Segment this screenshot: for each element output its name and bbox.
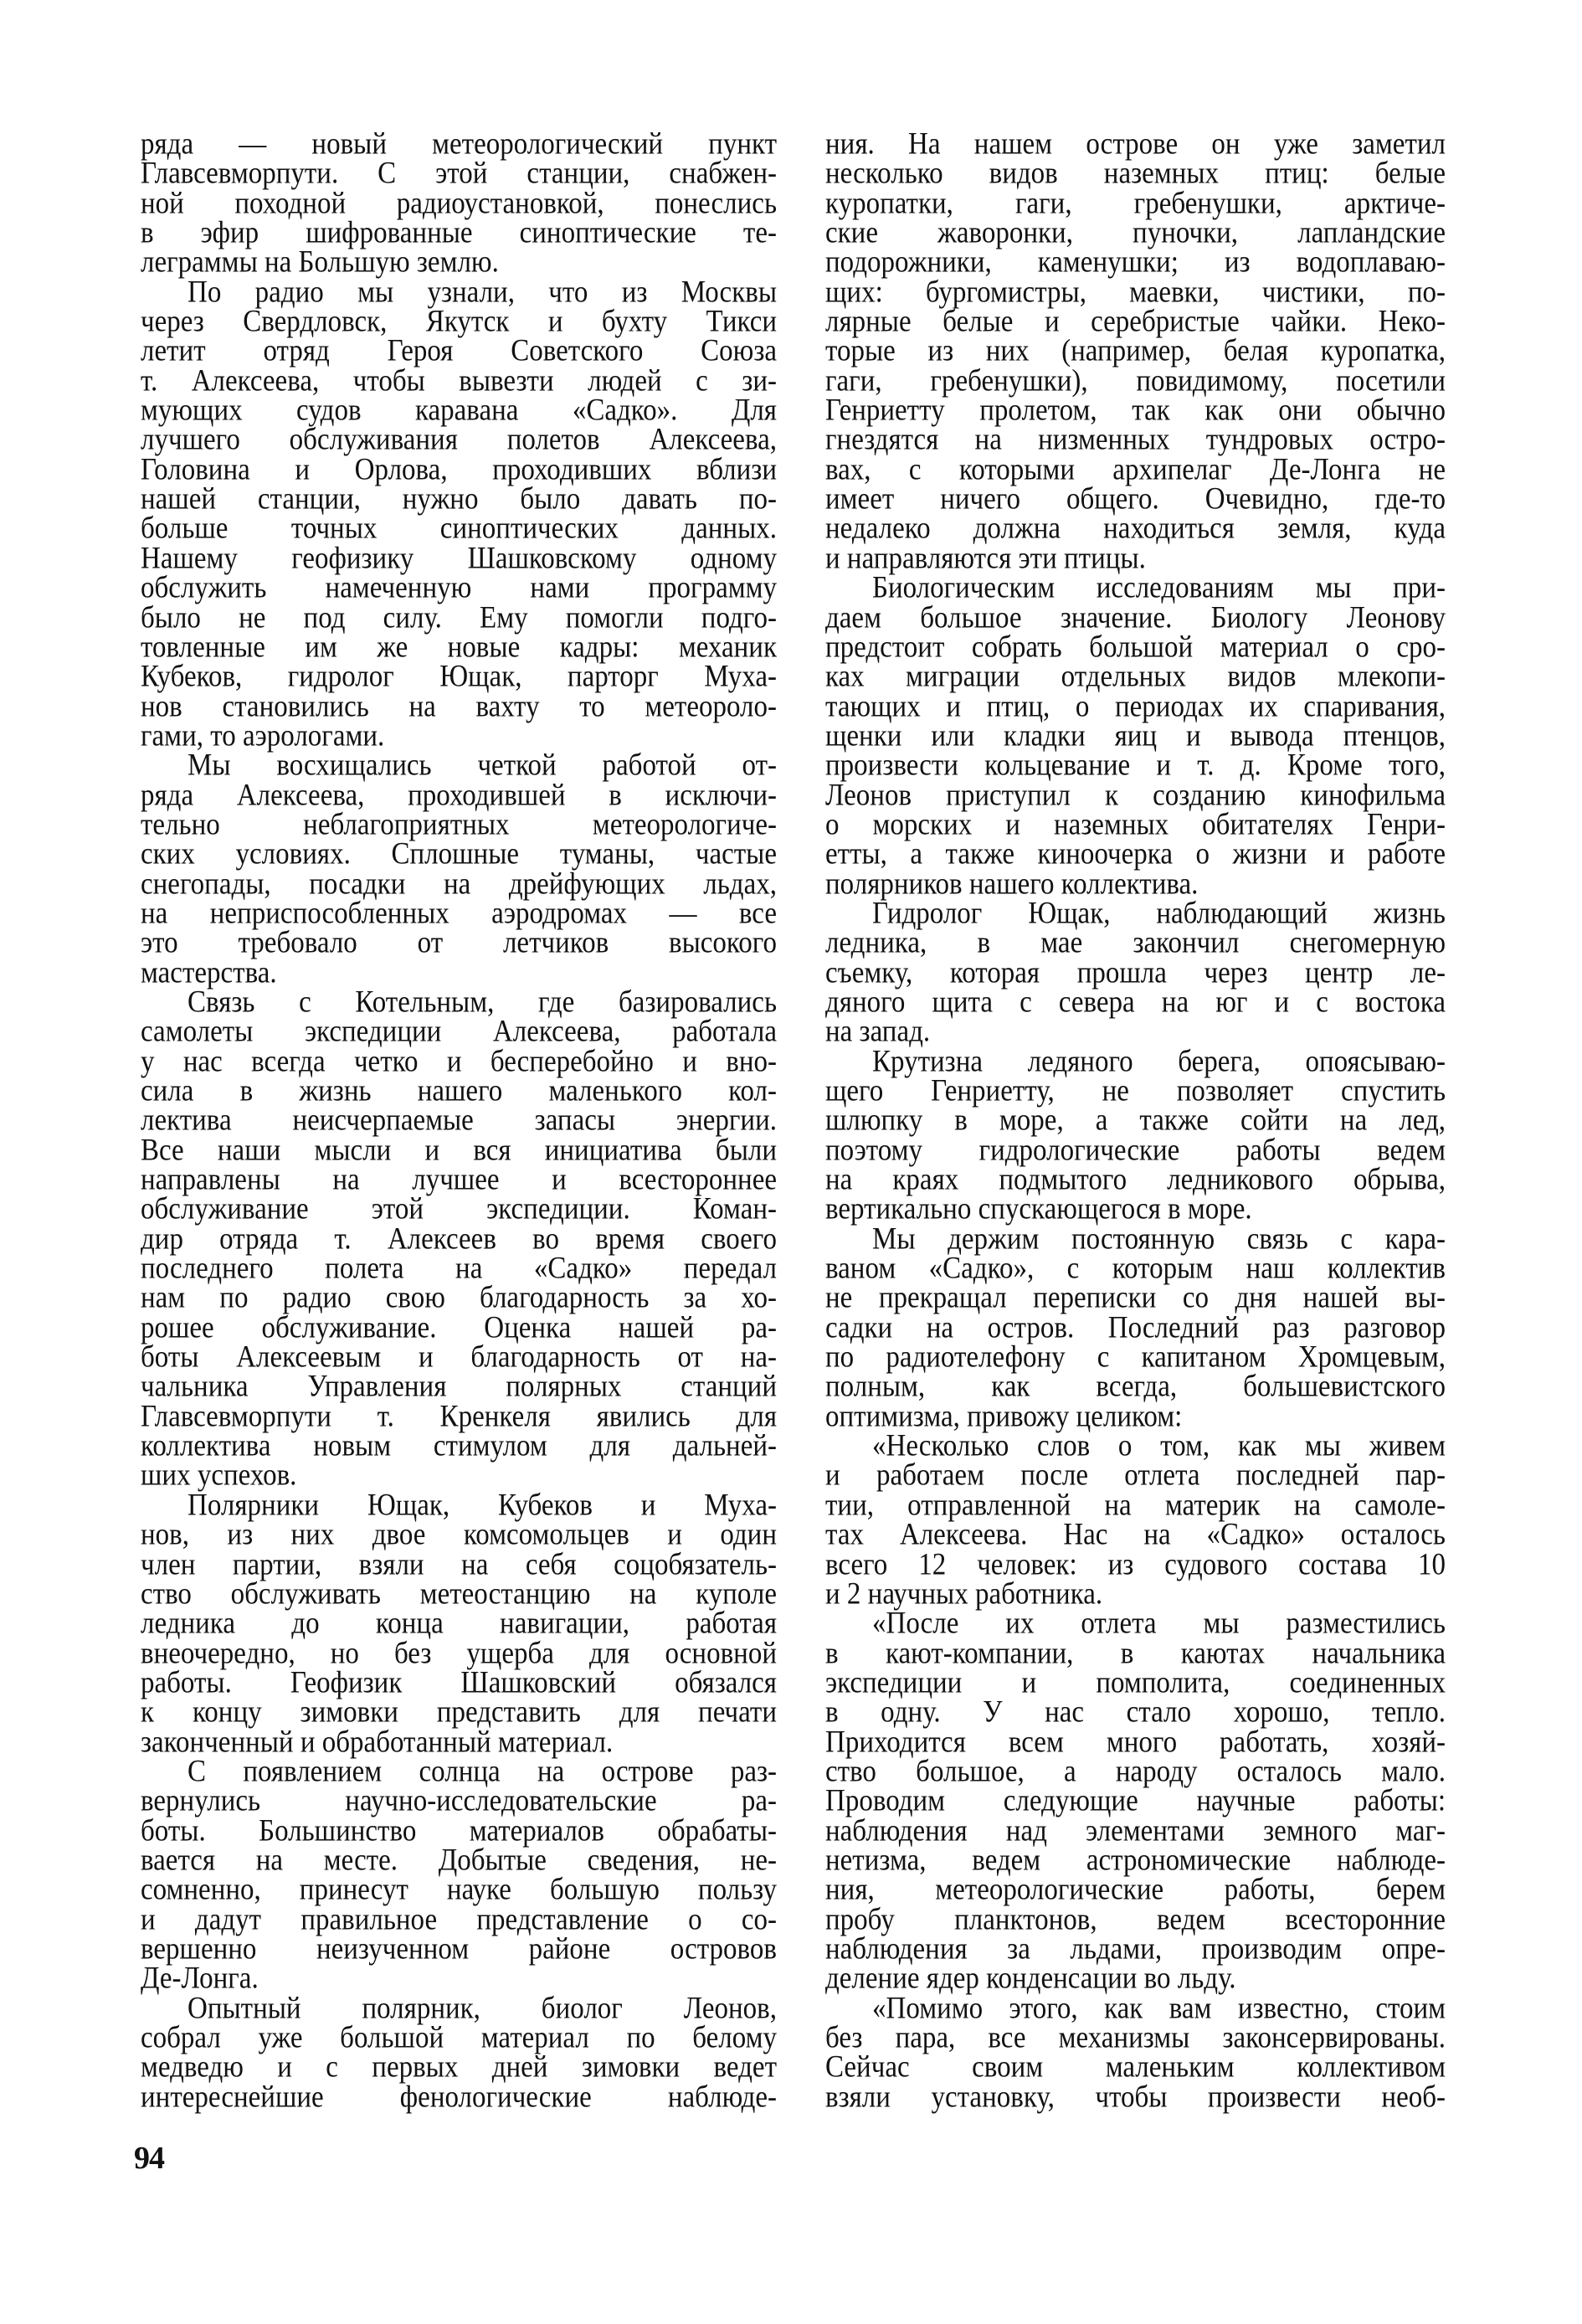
text-line: законченный и обработанный материал.	[141, 1725, 614, 1760]
text-line: Леонов приступил к созданию кинофильма	[825, 778, 1446, 813]
text-line: ках миграции отдельных видов млекопи-	[825, 660, 1446, 694]
text-line: нов становились на вахту то метеороло-	[141, 689, 777, 724]
text-line: «Несколько слов о том, как мы живем	[872, 1429, 1446, 1463]
text-line: интереснейшие фенологические наблюде-	[141, 2080, 777, 2115]
text-line: «Помимо этого, как вам известно, стоим	[872, 1991, 1446, 2026]
text-line: лектива неисчерпаемые запасы энергии.	[141, 1103, 777, 1138]
text-line: предстоит собрать большой материал о сро-	[825, 630, 1446, 665]
text-line: направлены на лучшее и всестороннее	[141, 1163, 777, 1197]
text-line: ния, метеорологические работы, берем	[825, 1873, 1446, 1907]
text-line: ния. На нашем острове он уже заметил	[825, 127, 1446, 162]
text-line: Все наши мысли и вся инициатива были	[141, 1134, 777, 1168]
text-line: самолеты экспедиции Алексеева, работала	[141, 1015, 777, 1049]
text-line: гаги, гребенушки), повидимому, посетили	[825, 364, 1446, 398]
text-line: имеет ничего общего. Очевидно, где-то	[825, 482, 1446, 517]
text-line: собрал уже большой материал по белому	[141, 2021, 777, 2055]
text-line: у нас всегда четко и бесперебойно и вно-	[141, 1044, 777, 1079]
text-line: щих: бургомистры, маевки, чистики, по-	[825, 275, 1446, 310]
paragraph	[141, 127, 777, 280]
text-line: на запад.	[825, 1015, 931, 1049]
paragraph	[141, 1488, 777, 1760]
text-column-left	[141, 127, 777, 2115]
paragraph	[825, 897, 1446, 1049]
paragraph	[825, 1044, 1446, 1227]
text-line: обслужить намеченную нами программу	[141, 571, 777, 605]
text-line: леграммы на Большую землю.	[141, 245, 499, 280]
text-line: о морских и наземных обитателях Генри-	[825, 808, 1446, 842]
text-line: в эфир шифрованные синоптические те-	[141, 216, 777, 250]
text-line: лучшего обслуживания полетов Алексеева,	[141, 423, 777, 458]
text-line: это требовало от летчиков высокого	[141, 926, 777, 960]
text-line: на краях подмытого ледникового обрыва,	[825, 1163, 1446, 1197]
text-line: и дадут правильное представление о со-	[141, 1902, 777, 1937]
text-line: Крутизна ледяного берега, опоясываю-	[872, 1044, 1446, 1079]
text-line: съемку, которая прошла через центр ле-	[825, 955, 1446, 990]
text-line: на неприспособленных аэродромах — все	[141, 897, 777, 931]
text-line: тающих и птиц, о периодах их спаривания,	[825, 689, 1446, 724]
paragraph	[825, 1607, 1446, 1996]
text-line: ваном «Садко», с которым наш коллектив	[825, 1252, 1446, 1286]
text-line: в одну. У нас стало хорошо, тепло.	[825, 1695, 1446, 1730]
text-line: снегопады, посадки на дрейфующих льдах,	[141, 866, 777, 902]
text-line: и работаем после отлета последней пар-	[825, 1458, 1446, 1494]
text-line: боты Алексеевым и благодарность от на-	[141, 1340, 777, 1375]
text-line: Проводим следующие научные работы:	[825, 1784, 1446, 1818]
text-line: Главсевморпути т. Кренкеля явились для	[141, 1400, 777, 1434]
text-line: нов, из них двое комсомольцев и один	[141, 1518, 777, 1552]
text-line: лярные белые и серебристые чайки. Неко-	[825, 305, 1446, 339]
text-line: через Свердловск, Якутск и бухту Тикси	[141, 305, 777, 339]
paragraph	[141, 1755, 777, 1996]
text-line: обслуживание этой экспедиции. Коман-	[141, 1192, 777, 1227]
text-line: щего Генриетту, не позволяет спустить	[825, 1074, 1446, 1108]
text-line: полным, как всегда, большевистского	[825, 1370, 1446, 1405]
text-line: по радиотелефону с капитаном Хромцевым,	[825, 1340, 1446, 1375]
text-column-right	[825, 127, 1446, 2115]
text-line: Опытный полярник, биолог Леонов,	[187, 1991, 777, 2026]
text-line: пробу планктонов, ведем всесторонние	[825, 1902, 1446, 1937]
text-line: гнездятся на низменных тундровых остро-	[825, 423, 1446, 458]
text-line: наблюдения за льдами, производим опре-	[825, 1932, 1446, 1967]
paragraph	[825, 1991, 1446, 2115]
text-line: сила в жизнь нашего маленького кол-	[141, 1074, 777, 1108]
text-line: дир отряда т. Алексеев во время своего	[141, 1222, 777, 1257]
text-line: Связь с Котельным, где базировались	[187, 985, 777, 1020]
text-line: ших успехов.	[141, 1458, 297, 1494]
paragraph	[141, 985, 777, 1494]
text-line: рошее обслуживание. Оценка нашей ра-	[141, 1311, 777, 1345]
paragraph	[141, 275, 777, 753]
text-line: поэтому гидрологические работы ведем	[825, 1134, 1446, 1168]
text-line: ряда Алексеева, проходившей в исключи-	[141, 778, 777, 813]
text-line: торые из них (например, белая куропатка,	[825, 334, 1446, 369]
text-line: больше точных синоптических данных.	[141, 512, 777, 547]
text-line: сомненно, принесут науке большую пользу	[141, 1873, 777, 1907]
text-line: не прекращал переписки со дня нашей вы-	[825, 1281, 1446, 1316]
text-line: было не под силу. Ему помогли подго-	[141, 600, 777, 635]
text-line: тельно неблагоприятных метеорологиче-	[141, 808, 777, 842]
text-line: оптимизма, привожу целиком:	[825, 1400, 1183, 1434]
text-line: куропатки, гаги, гребенушки, арктиче-	[825, 187, 1446, 221]
text-line: т. Алексеева, чтобы вывезти людей с зи-	[141, 364, 777, 398]
text-line: «После их отлета мы разместились	[872, 1607, 1446, 1641]
text-line: деление ядер конденсации во льду.	[825, 1962, 1236, 1996]
text-line: Мы восхищались четкой работой от-	[187, 748, 777, 783]
text-line: вается на месте. Добытые сведения, не-	[141, 1843, 777, 1878]
text-line: ной походной радиоустановкой, понеслись	[141, 187, 777, 221]
text-line: в кают-компании, в каютах начальника	[825, 1636, 1446, 1671]
text-line: последнего полета на «Садко» передал	[141, 1252, 777, 1286]
text-line: вернулись научно-исследовательские ра-	[141, 1784, 777, 1818]
text-line: Биологическим исследованиям мы при-	[872, 571, 1446, 605]
text-line: всего 12 человек: из судового состава 10	[825, 1547, 1446, 1582]
text-line: ство большое, а народу осталось мало.	[825, 1755, 1446, 1789]
text-line: боты. Большинство материалов обрабаты-	[141, 1813, 777, 1848]
text-line: Приходится всем много работать, хозяй-	[825, 1725, 1446, 1760]
text-line: мастерства.	[141, 955, 277, 990]
text-line: нам по радио свою благодарность за хо-	[141, 1281, 777, 1316]
text-line: ских условиях. Сплошные туманы, частые	[141, 837, 777, 872]
paragraph	[825, 1429, 1446, 1612]
text-line: Генриетту пролетом, так как они обычно	[825, 393, 1446, 428]
text-line: С появлением солнца на острове раз-	[187, 1755, 777, 1789]
text-line: даем большое значение. Биологу Леонову	[825, 600, 1446, 635]
text-line: и направляются эти птицы.	[825, 542, 1146, 576]
text-line: дяного щита с севера на юг и с востока	[825, 985, 1446, 1020]
text-line: коллектива новым стимулом для дальней-	[141, 1429, 777, 1463]
text-line: член партии, взяли на себя соцобязатель-	[141, 1547, 777, 1582]
text-line: полярников нашего коллектива.	[825, 866, 1199, 902]
text-line: Нашему геофизику Шашковскому одному	[141, 542, 777, 576]
text-line: ство обслуживать метеостанцию на куполе	[141, 1577, 777, 1612]
text-line: экспедиции и помполита, соединенных	[825, 1666, 1446, 1700]
paragraph	[141, 1991, 777, 2115]
text-line: чальника Управления полярных станций	[141, 1370, 777, 1405]
text-line: шлюпку в море, а также сойти на лед,	[825, 1103, 1446, 1138]
text-line: щенки или кладки яиц и вывода птенцов,	[825, 719, 1446, 753]
text-line: вах, с которыми архипелаг Де-Лонга не	[825, 453, 1446, 487]
text-line: Главсевморпути. С этой станции, снабжен-	[141, 157, 777, 191]
text-line: ледника до конца навигации, работая	[141, 1607, 777, 1641]
text-line: летит отряд Героя Советского Союза	[141, 334, 777, 369]
text-line: Гидролог Ющак, наблюдающий жизнь	[872, 897, 1446, 931]
text-line: работы. Геофизик Шашковский обязался	[141, 1666, 777, 1700]
text-line: вертикально спускающегося в море.	[825, 1192, 1252, 1227]
text-line: гами, то аэрологами.	[141, 719, 385, 753]
text-line: взяли установку, чтобы произвести необ-	[825, 2080, 1446, 2115]
text-line: мующих судов каравана «Садко». Для	[141, 393, 777, 428]
text-line: тах Алексеева. Нас на «Садко» осталось	[825, 1518, 1446, 1552]
paragraph	[825, 127, 1446, 576]
text-line: По радио мы узнали, что из Москвы	[187, 275, 777, 310]
text-line: етты, а также киноочерка о жизни и работе	[825, 837, 1446, 872]
text-line: нашей станции, нужно было давать по-	[141, 482, 777, 517]
paragraph	[141, 748, 777, 990]
paragraph	[825, 1222, 1446, 1434]
text-line: Де-Лонга.	[141, 1962, 259, 1996]
paragraph	[825, 571, 1446, 902]
text-line: Сейчас своим маленьким коллективом	[825, 2050, 1446, 2085]
text-line: без пара, все механизмы законсервированы.	[825, 2021, 1446, 2055]
text-line: ские жаворонки, пуночки, лапландские	[825, 216, 1446, 250]
text-line: вершенно неизученном районе островов	[141, 1932, 777, 1967]
text-line: товленные им же новые кадры: механик	[141, 630, 777, 665]
text-line: Головина и Орлова, проходивших вблизи	[141, 453, 777, 487]
text-line: подорожники, каменушки; из водоплаваю-	[825, 245, 1446, 280]
text-line: Мы держим постоянную связь с кара-	[872, 1222, 1446, 1257]
text-line: Кубеков, гидролог Ющак, парторг Муха-	[141, 660, 777, 694]
text-line: Полярники Ющак, Кубеков и Муха-	[187, 1488, 777, 1523]
text-line: произвести кольцевание и т. д. Кроме того,	[825, 748, 1446, 783]
text-line: нетизма, ведем астрономические наблюде-	[825, 1843, 1446, 1878]
text-line: недалеко должна находиться земля, куда	[825, 512, 1446, 547]
text-line: тии, отправленной на материк на самоле-	[825, 1488, 1446, 1523]
text-line: медведю и с первых дней зимовки ведет	[141, 2050, 777, 2085]
text-line: внеочередно, но без ущерба для основной	[141, 1636, 777, 1671]
text-line: и 2 научных работника.	[825, 1577, 1103, 1612]
text-line: наблюдения над элементами земного маг-	[825, 1813, 1446, 1848]
page-number: 94	[134, 2141, 164, 2176]
text-line: несколько видов наземных птиц: белые	[825, 157, 1446, 191]
text-line: садки на остров. Последний раз разговор	[825, 1311, 1446, 1345]
text-line: ледника, в мае закончил снегомерную	[825, 926, 1446, 960]
text-line: ряда — новый метеорологический пункт	[141, 127, 777, 162]
text-line: к концу зимовки представить для печати	[141, 1695, 777, 1730]
